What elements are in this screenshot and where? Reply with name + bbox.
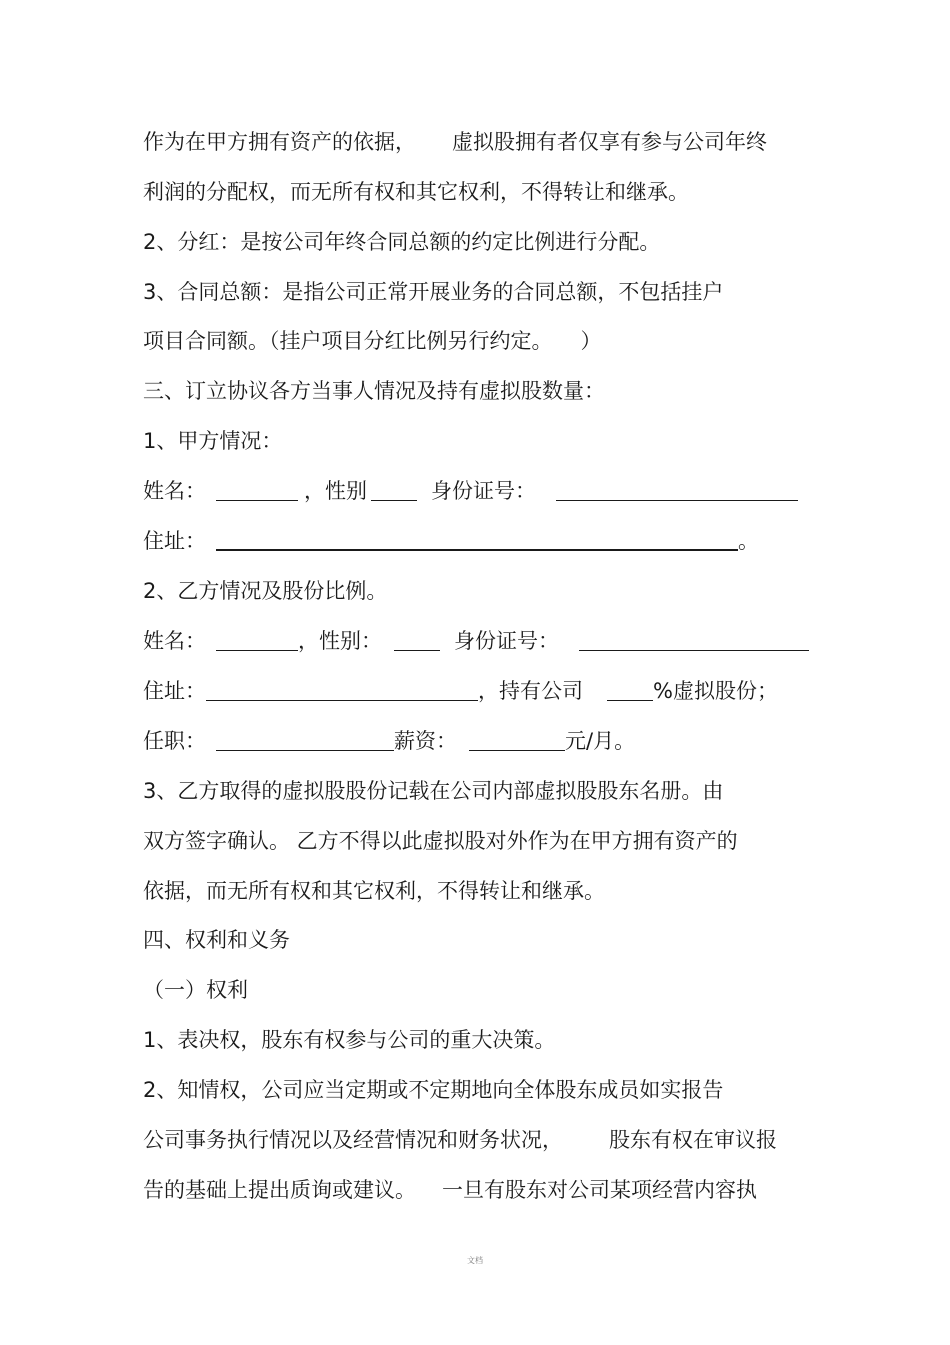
text-segment: ）: [580, 329, 602, 353]
holding-label: ，持有公司: [478, 679, 583, 703]
gender-blank[interactable]: [394, 628, 440, 651]
paragraph-line: 3、合同总额：是指公司正常开展业务的合同总额，不包括挂户: [143, 280, 724, 304]
address-blank[interactable]: [206, 678, 478, 701]
text-segment: 一旦有股东对公司某项经营内容执: [442, 1178, 757, 1202]
gender-blank[interactable]: [371, 478, 417, 501]
text-segment: 作为在甲方拥有资产的依据，: [143, 130, 416, 154]
id-label: 身份证号：: [454, 629, 559, 653]
address-label: 住址：: [143, 679, 206, 703]
id-blank[interactable]: [579, 628, 809, 651]
paragraph-line: 2、分红：是按公司年终合同总额的约定比例进行分配。: [143, 230, 661, 254]
paragraph-line: 2、知情权，公司应当定期或不定期地向全体股东成员如实报告: [143, 1078, 724, 1102]
paragraph-line: 3、乙方取得的虚拟股股份记载在公司内部虚拟股股东名册。由: [143, 779, 724, 803]
text-segment: 告的基础上提出质询或建议。: [143, 1178, 416, 1202]
paragraph-line: [143, 1125, 777, 1155]
paragraph-line: [143, 127, 767, 157]
period: 。: [738, 529, 759, 553]
name-label: 姓名：: [143, 629, 206, 653]
page-footer: 文档: [467, 1256, 483, 1265]
section-heading: 四、权利和义务: [143, 928, 290, 952]
comma: ，: [304, 479, 325, 503]
text-segment: 公司事务执行情况以及经营情况和财务状况，: [143, 1128, 563, 1152]
address-blank[interactable]: [216, 527, 738, 551]
paragraph-line: [143, 326, 602, 356]
section-heading: 三、订立协议各方当事人情况及持有虚拟股数量：: [143, 379, 605, 403]
party-b-info-row: [143, 626, 809, 656]
paragraph-line: 双方签字确认。 乙方不得以此虚拟股对外作为在甲方拥有资产的: [143, 829, 738, 853]
salary-blank[interactable]: [469, 728, 565, 751]
position-label: 任职：: [143, 729, 206, 753]
text-segment: 虚拟股拥有者仅享有参与公司年终: [452, 130, 767, 154]
address-label: 住址：: [143, 529, 206, 553]
salary-label: 薪资：: [394, 729, 457, 753]
subsection-heading: 2、乙方情况及股份比例。: [143, 579, 388, 603]
percent-blank[interactable]: [607, 678, 653, 701]
party-a-address-row: [143, 526, 759, 556]
subsection-heading: 1、甲方情况：: [143, 429, 283, 453]
gender-label: ，性别：: [298, 629, 382, 653]
gender-label: 性别: [325, 479, 367, 503]
subsection-heading: （一）权利: [143, 978, 248, 1002]
position-blank[interactable]: [216, 728, 394, 751]
salary-unit: 元/月。: [565, 729, 636, 753]
party-a-info-row: [143, 476, 798, 506]
id-blank[interactable]: [556, 478, 798, 501]
name-blank[interactable]: [216, 628, 298, 651]
percent-label: %虚拟股份；: [653, 679, 778, 703]
party-b-address-row: [143, 676, 778, 706]
text-segment: 项目合同额。（挂户项目分红比例另行约定。: [143, 329, 553, 353]
party-b-position-row: [143, 726, 635, 756]
paragraph-line: 1、表决权，股东有权参与公司的重大决策。: [143, 1028, 556, 1052]
name-label: 姓名：: [143, 479, 206, 503]
paragraph-line: [143, 1175, 757, 1205]
text-segment: 股东有权在审议报: [609, 1128, 777, 1152]
paragraph-line: 利润的分配权，而无所有权和其它权利，不得转让和继承。: [143, 180, 689, 204]
name-blank[interactable]: [216, 478, 298, 501]
id-label: 身份证号：: [431, 479, 536, 503]
paragraph-line: 依据，而无所有权和其它权利，不得转让和继承。: [143, 879, 605, 903]
